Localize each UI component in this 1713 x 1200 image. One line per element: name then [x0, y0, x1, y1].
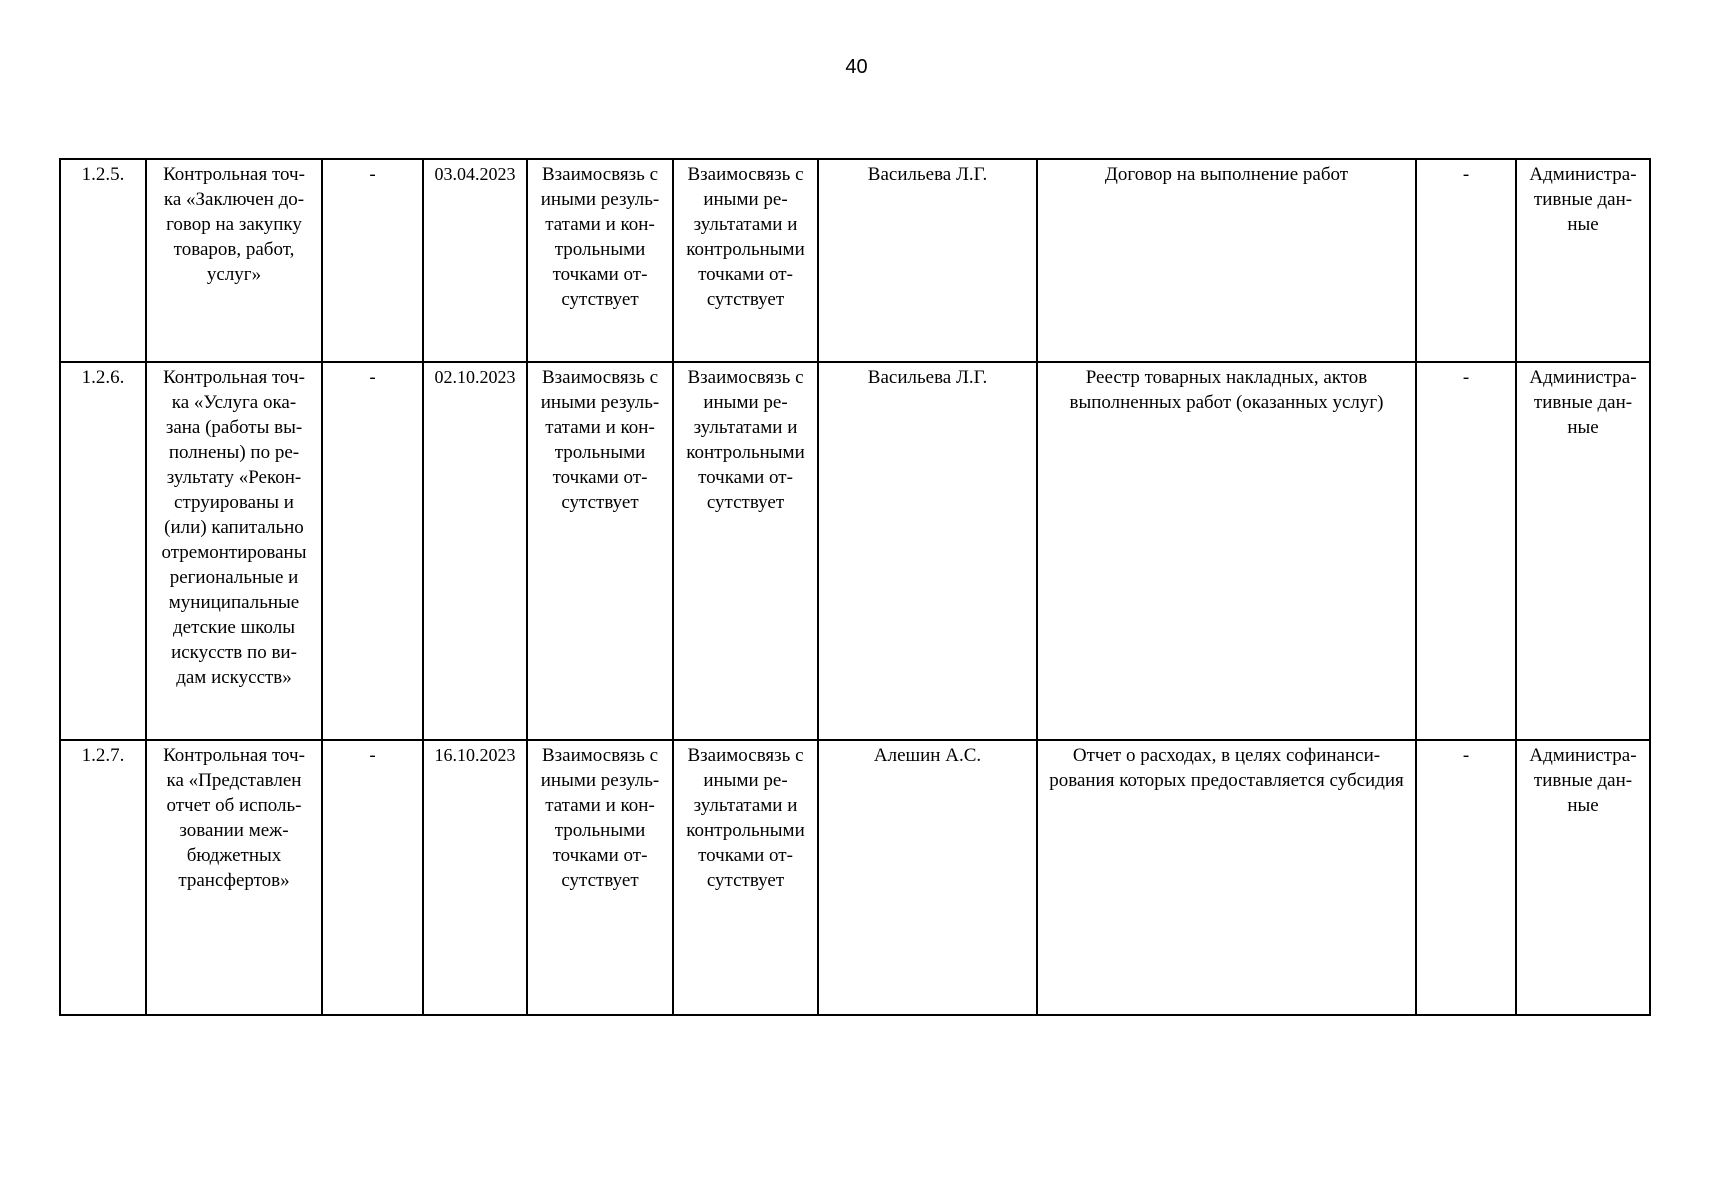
responsible-person: Васильева Л.Г.: [818, 159, 1037, 362]
document-type: Отчет о расходах, в целях софинанси-рования которых предоставляется субсидия: [1037, 740, 1416, 1015]
control-point-name: Контрольная точ- ка «Представлен отчет об исполь- зовании меж- бюджетных трансфертов»: [146, 740, 322, 1015]
table-row: [60, 159, 1650, 362]
empty-value-cell: -: [322, 740, 423, 1015]
control-point-name: Контрольная точ- ка «Услуга ока- зана (работы вы- полнены) по ре- зультату «Рекон- струированы и (или) капитально отремонтированы региональные и муниципальные детские школы искусств по ви- дам искусств»: [146, 362, 322, 740]
empty-value-cell: -: [322, 159, 423, 362]
row-number: 1.2.6.: [60, 362, 146, 740]
date-cell: 02.10.2023: [423, 362, 527, 740]
page-number: 40: [845, 56, 868, 78]
date-cell: 03.04.2023: [423, 159, 527, 362]
row-number: 1.2.5.: [60, 159, 146, 362]
document-type: Договор на выполнение работ: [1037, 159, 1416, 362]
control-point-name: Контрольная точ- ка «Заключен до- говор на закупку товаров, работ, услуг»: [146, 159, 322, 362]
link-results-cell-2: Взаимосвязь с иными ре- зультатами и контрольными точками от- сутствует: [673, 362, 818, 740]
data-source: Администра- тивные дан- ные: [1516, 362, 1650, 740]
empty-value-cell-2: -: [1416, 740, 1516, 1015]
data-source: Администра- тивные дан- ные: [1516, 159, 1650, 362]
link-results-cell-2: Взаимосвязь с иными ре- зультатами и контрольными точками от- сутствует: [673, 159, 818, 362]
empty-value-cell-2: -: [1416, 362, 1516, 740]
empty-value-cell-2: -: [1416, 159, 1516, 362]
empty-value-cell: -: [322, 362, 423, 740]
table-row: [60, 740, 1650, 1015]
table-row: [60, 362, 1650, 740]
date-cell: 16.10.2023: [423, 740, 527, 1015]
control-points-table: [59, 158, 1651, 1016]
link-results-cell: Взаимосвязь с иными резуль- татами и кон- трольными точками от- сутствует: [527, 159, 673, 362]
data-source: Администра- тивные дан- ные: [1516, 740, 1650, 1015]
responsible-person: Алешин А.С.: [818, 740, 1037, 1015]
responsible-person: Васильева Л.Г.: [818, 362, 1037, 740]
link-results-cell: Взаимосвязь с иными резуль- татами и кон- трольными точками от- сутствует: [527, 740, 673, 1015]
link-results-cell: Взаимосвязь с иными резуль- татами и кон- трольными точками от- сутствует: [527, 362, 673, 740]
document-type: Реестр товарных накладных, актов выполненных работ (оказанных услуг): [1037, 362, 1416, 740]
link-results-cell-2: Взаимосвязь с иными ре- зультатами и контрольными точками от- сутствует: [673, 740, 818, 1015]
row-number: 1.2.7.: [60, 740, 146, 1015]
